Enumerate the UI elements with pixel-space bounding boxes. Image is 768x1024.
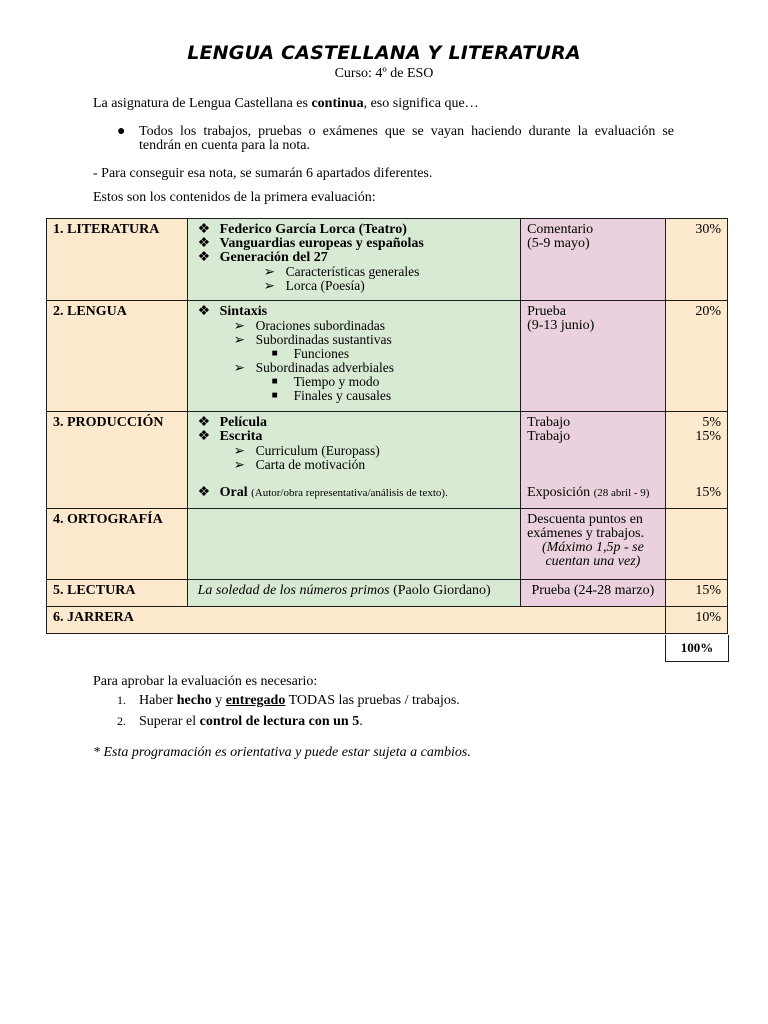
section-label: 4. ORTOGRAFÍA xyxy=(47,509,188,580)
total-weight: 100% xyxy=(665,635,729,662)
section-label: 5. LECTURA xyxy=(47,580,188,607)
square-bullet-icon: ■ xyxy=(271,390,278,401)
diamond-icon: ❖ xyxy=(197,429,211,444)
section-label: 6. JARRERA xyxy=(47,607,666,634)
section-contents xyxy=(187,301,520,412)
list-item: ❖ Película xyxy=(194,416,514,430)
list-item: ■ Finales y causales xyxy=(271,388,392,403)
list-item: ❖ Sintaxis xyxy=(194,305,514,319)
list-item: ■ Funciones xyxy=(271,346,350,361)
evaluation-table xyxy=(46,218,728,634)
section-task xyxy=(521,301,666,412)
list-item: ➢ Oraciones subordinadas xyxy=(233,318,385,333)
section-task xyxy=(521,412,666,509)
square-bullet-icon: ■ xyxy=(271,376,278,387)
arrow-icon: ➢ xyxy=(233,318,245,333)
table-row xyxy=(47,607,728,634)
section-weight xyxy=(665,509,727,580)
intro-bullet xyxy=(117,125,674,153)
list-item: ➢ Subordinadas sustantivas xyxy=(233,332,392,347)
bullet-text: Todos los trabajos, pruebas o exámenes que se vayan haciendo durante la evaluación se tendrán en cuenta para la nota. xyxy=(139,124,674,153)
task-dates: (9-13 junio) xyxy=(527,318,595,333)
requirement-item: 2. Superar el control de lectura con un 5. xyxy=(117,714,363,729)
requirement-item: 1. Haber hecho y entregado TODAS las pruebas / trabajos. xyxy=(117,693,460,708)
diamond-icon: ❖ xyxy=(197,222,211,237)
section-task: Prueba (24-28 marzo) xyxy=(521,580,666,607)
section-contents xyxy=(187,219,520,301)
task-note: (Máximo 1,5p - se cuentan una vez) xyxy=(541,540,644,569)
arrow-icon: ➢ xyxy=(233,360,245,375)
arrow-icon: ➢ xyxy=(233,443,245,458)
list-item: ❖ Oral (Autor/obra representativa/análisis de texto). xyxy=(194,486,514,500)
table-row xyxy=(47,301,728,412)
task-text: Descuenta puntos en exámenes y trabajos. xyxy=(527,512,645,541)
diamond-icon: ❖ xyxy=(197,485,211,500)
diamond-icon: ❖ xyxy=(197,250,211,265)
list-item: ➢ Lorca (Poesía) xyxy=(263,278,365,293)
disclaimer-note: * Esta programación es orientativa y puede estar sujeta a cambios. xyxy=(93,745,471,760)
section-weight: 15% xyxy=(665,580,727,607)
section-task xyxy=(521,509,666,580)
list-item: ■ Tiempo y modo xyxy=(271,374,380,389)
arrow-icon: ➢ xyxy=(233,332,245,347)
list-item: ❖ Federico García Lorca (Teatro) xyxy=(194,223,514,237)
section-task xyxy=(521,219,666,301)
diamond-icon: ❖ xyxy=(197,415,211,430)
section-weight: 10% xyxy=(665,607,727,634)
diamond-icon: ❖ xyxy=(197,236,211,251)
arrow-icon: ➢ xyxy=(263,278,275,293)
task-text: Comentario xyxy=(527,222,594,237)
list-item: ➢ Curriculum (Europass) xyxy=(233,443,380,458)
arrow-icon: ➢ xyxy=(263,264,275,279)
list-item: ➢ Características generales xyxy=(263,264,420,279)
intro-line: La asignatura de Lengua Castellana es continua, eso significa que… xyxy=(93,96,479,111)
list-item: ❖ Escrita xyxy=(194,430,514,444)
task-text: Exposición (28 abril - 9) xyxy=(527,485,650,500)
course-subtitle: Curso: 4º de ESO xyxy=(334,66,434,81)
section-label: 2. LENGUA xyxy=(47,301,188,412)
document-title: LENGUA CASTELLANA Y LITERATURA xyxy=(187,42,581,64)
list-item: ➢ Subordinadas adverbiales xyxy=(233,360,394,375)
arrow-icon: ➢ xyxy=(233,457,245,472)
section-weight: 30% xyxy=(665,219,727,301)
task-dates: (5-9 mayo) xyxy=(527,236,590,251)
requirements-intro: Para aprobar la evaluación es necesario: xyxy=(93,674,318,689)
table-row xyxy=(47,219,728,301)
square-bullet-icon: ■ xyxy=(271,348,278,359)
sum-line: - Para conseguir esa nota, se sumarán 6 apartados diferentes. xyxy=(93,166,433,181)
section-contents xyxy=(187,509,520,580)
task-text: Trabajo xyxy=(527,415,571,430)
section-weight: 20% xyxy=(665,301,727,412)
task-text: Prueba xyxy=(527,304,566,319)
table-row xyxy=(47,412,728,509)
section-contents xyxy=(187,412,520,509)
section-weight: 5% 15% 15% xyxy=(665,412,727,509)
section-contents: La soledad de los números primos (Paolo Giordano) xyxy=(187,580,520,607)
list-item: ❖ Generación del 27 xyxy=(194,251,514,265)
diamond-icon: ❖ xyxy=(197,304,211,319)
table-row xyxy=(47,580,728,607)
contents-line: Estos son los contenidos de la primera evaluación: xyxy=(93,190,376,205)
list-item: ➢ Carta de motivación xyxy=(233,457,366,472)
section-label: 1. LITERATURA xyxy=(47,219,188,301)
bullet-marker: ● xyxy=(117,124,126,139)
table-row xyxy=(47,509,728,580)
section-label: 3. PRODUCCIÓN xyxy=(47,412,188,509)
task-text: Trabajo xyxy=(527,429,571,444)
list-item: ❖ Vanguardias europeas y españolas xyxy=(194,237,514,251)
